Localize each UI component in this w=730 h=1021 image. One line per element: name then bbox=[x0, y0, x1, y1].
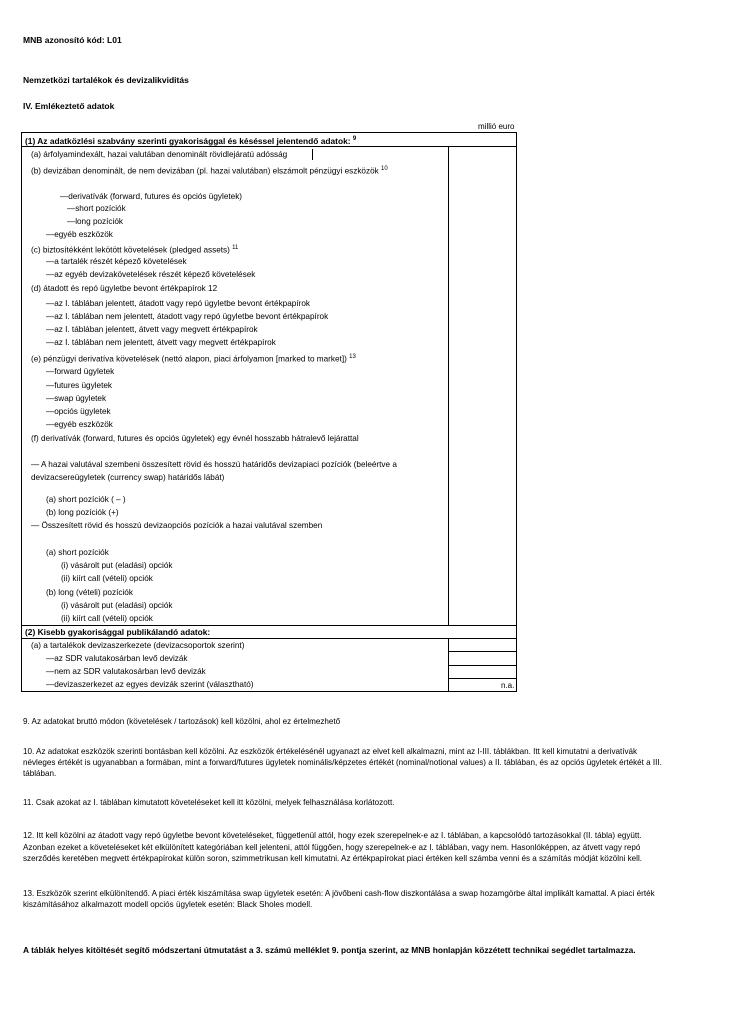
value-cell-line bbox=[448, 678, 516, 679]
value-cell-line bbox=[448, 665, 516, 666]
row-2a-by-currency: —devizaszerkezet az egyes devizák szerint (választható) bbox=[46, 680, 254, 689]
section1-header-text: (1) Az adatközlési szabvány szerinti gyakorisággal és késéssel jelentendő adatok: bbox=[25, 135, 351, 146]
row-d-1: —az I. táblában jelentett, átadott vagy repó ügyletbe bevont értékpapírok bbox=[46, 299, 310, 308]
row-a: (a) árfolyamindexált, hazai valutában denominált rövidlejáratú adósság bbox=[31, 150, 288, 159]
footnote-9: 9. Az adatokat bruttó módon (követelések / tartozások) kell közölni, ahol ez értelmezhető bbox=[23, 717, 341, 726]
row-c-text: (c) biztosítékként lekötött követelések (pledged assets) bbox=[31, 245, 230, 255]
footnote-12-cont: Azonban ezeket a követeléseket két elkülönített kategóriában kell jelenteni, attól függően, hogy szerepelnek-e az I. táblában, vagy nem. Hasonlóképpen, az átvett vagy repó bbox=[23, 843, 641, 852]
footnote-10: 10. Az adatokat eszközök szerinti bontásban kell közölni. Az eszközök értékelésénél ugyanazt az elvet kell alkalmazni, mint az I-III. táblákban. Itt kell kimutatni a derivatívák bbox=[23, 747, 638, 756]
row-opt-short-call: (ii) kiírt call (vételi) opciók bbox=[61, 574, 153, 583]
row-fx-long: (b) long pozíciók (+) bbox=[46, 508, 119, 517]
section2-header: (2) Kisebb gyakorisággal publikálandó adatok: bbox=[25, 627, 211, 637]
value-column-divider bbox=[448, 146, 449, 625]
value-cell-line bbox=[448, 651, 516, 652]
footer-note: A táblák helyes kitöltését segítő módszertani útmutatást a 3. számú melléklet 9. pontja szerint, az MNB honlapján közzétett technikai segédlet tartalmazza. bbox=[23, 945, 636, 955]
row-e-swap: —swap ügyletek bbox=[46, 394, 107, 403]
row-f: (f) derivatívák (forward, futures és opciós ügyletek) egy évnél hosszabb hátralevő lejárattal bbox=[31, 434, 359, 443]
row-b-derivatives: —derivatívák (forward, futures és opciós ügyletek) bbox=[60, 192, 243, 201]
row-e-options: —opciós ügyletek bbox=[46, 407, 111, 416]
mnb-code-label: MNB azonosító kód: L01 bbox=[23, 35, 122, 45]
row-2a-sdr: —az SDR valutakosárban levő devizák bbox=[46, 654, 188, 663]
footnote-12-cont2: szerződés keretében megvett értékpapírokat külön soron, szimmetrikusan kell kimutatni. Az értékpapírokat piaci értéken kell számba venni és a számítás módját közölni kell. bbox=[23, 854, 643, 863]
row-fx-positions-cont: devizacsereügyletek (currency swap) határidős lábát) bbox=[31, 473, 225, 482]
section-divider-top bbox=[22, 625, 516, 626]
row-b-other: —egyéb eszközök bbox=[46, 230, 113, 239]
section-title: IV. Emlékeztető adatok bbox=[23, 101, 115, 111]
row-e bbox=[31, 352, 356, 365]
row-opt-short-put: (i) vásárolt put (eladási) opciók bbox=[61, 561, 173, 570]
footnote-ref: 13 bbox=[349, 354, 356, 360]
footnote-ref: 9 bbox=[352, 136, 357, 142]
footnote-ref: 10 bbox=[381, 166, 388, 172]
row-opt-short: (a) short pozíciók bbox=[46, 548, 109, 557]
row-b-text: (b) devizában denominált, de nem devizában (pl. hazai valutában) elszámolt pénzügyi eszközök bbox=[31, 166, 379, 176]
row-2a-nonsdr: —nem az SDR valutakosárban levő devizák bbox=[46, 667, 206, 676]
row-c-other: —az egyéb devizakövetelések részét képező követelések bbox=[46, 270, 256, 279]
footnote-11: 11. Csak azokat az I. táblában kimutatott követeléseket kell itt közölni, melyek felhasználása korlátozott. bbox=[23, 798, 395, 807]
row-e-futures: —futures ügyletek bbox=[46, 381, 112, 390]
row-e-forward: —forward ügyletek bbox=[46, 367, 115, 376]
section1-header bbox=[25, 134, 356, 146]
row-opt-long-call: (ii) kiírt call (vételi) opciók bbox=[61, 614, 153, 623]
row-d: (d) átadott és repó ügyletbe bevont értékpapírok 12 bbox=[31, 284, 218, 293]
memo-items-table bbox=[21, 132, 517, 692]
row-b-short: —short pozíciók bbox=[67, 204, 126, 213]
row-b-long: —long pozíciók bbox=[67, 217, 123, 226]
row-d-4: —az I. táblában nem jelentett, átvett vagy megvett értékpapírok bbox=[46, 338, 276, 347]
text-cursor bbox=[312, 149, 313, 160]
row-2a: (a) a tartalékok devizaszerkezete (devizacsoportok szerint) bbox=[31, 641, 245, 650]
row-c-reserve: —a tartalék részét képező követelések bbox=[46, 257, 187, 266]
footnote-10-cont2: táblában. bbox=[23, 769, 57, 778]
row-fx-short: (a) short pozíciók ( – ) bbox=[46, 495, 126, 504]
na-value: n.a. bbox=[501, 681, 515, 690]
footnote-13: 13. Eszközök szerint elkülönítendő. A piaci érték kiszámítása swap ügyletek esetén: A jövőbeni cash-flow diszkontálása a swap hozamgörbe által implikált kamattal. A piaci érték bbox=[23, 889, 655, 898]
footnote-13-cont: kiszámításához alkalmazott modell opciós ügyletek esetén: Black Sholes modell. bbox=[23, 900, 313, 909]
row-opt-long-put: (i) vásárolt put (eladási) opciók bbox=[61, 601, 173, 610]
row-c bbox=[31, 243, 238, 256]
row-fx-positions: — A hazai valutával szembeni összesített rövid és hosszú határidős devizapiaci pozíciók (beleértve a bbox=[31, 460, 397, 469]
row-e-other: —egyéb eszközök bbox=[46, 420, 113, 429]
footnote-ref: 11 bbox=[232, 245, 239, 251]
row-e-text: (e) pénzügyi derivatíva követelések (nettó alapon, piaci árfolyamon [marked to market]) bbox=[31, 354, 347, 364]
footnote-12: 12. Itt kell közölni az átadott vagy repó ügyletbe bevont követeléseket, függetlenül attól, hogy ezek szerepelnek-e az I. táblában, a kapcsolódó tartozásokkal (II. tábla) együtt. bbox=[23, 831, 642, 840]
row-b bbox=[31, 164, 388, 177]
row-options-positions: — Összesített rövid és hosszú devizaopciós pozíciók a hazai valutával szemben bbox=[31, 521, 323, 530]
row-d-3: —az I. táblában jelentett, átvett vagy megvett értékpapírok bbox=[46, 325, 258, 334]
page-title: Nemzetközi tartalékok és devizalikviditás bbox=[23, 75, 189, 85]
footnote-10-cont: névleges értékét is ugyanabban a formában, mint a forward/futures ügyletek nominális/képzetes értékét (nominal/notional values) a II. táblában, és az opciós ügyletek értékét a III. bbox=[23, 758, 662, 767]
header-divider bbox=[22, 146, 516, 147]
unit-label: millió euro bbox=[478, 122, 515, 131]
row-d-2: —az I. táblában nem jelentett, átadott vagy repó ügyletbe bevont értékpapírok bbox=[46, 312, 329, 321]
row-opt-long: (b) long (vételi) pozíciók bbox=[46, 588, 133, 597]
section-divider-bottom bbox=[22, 638, 516, 639]
